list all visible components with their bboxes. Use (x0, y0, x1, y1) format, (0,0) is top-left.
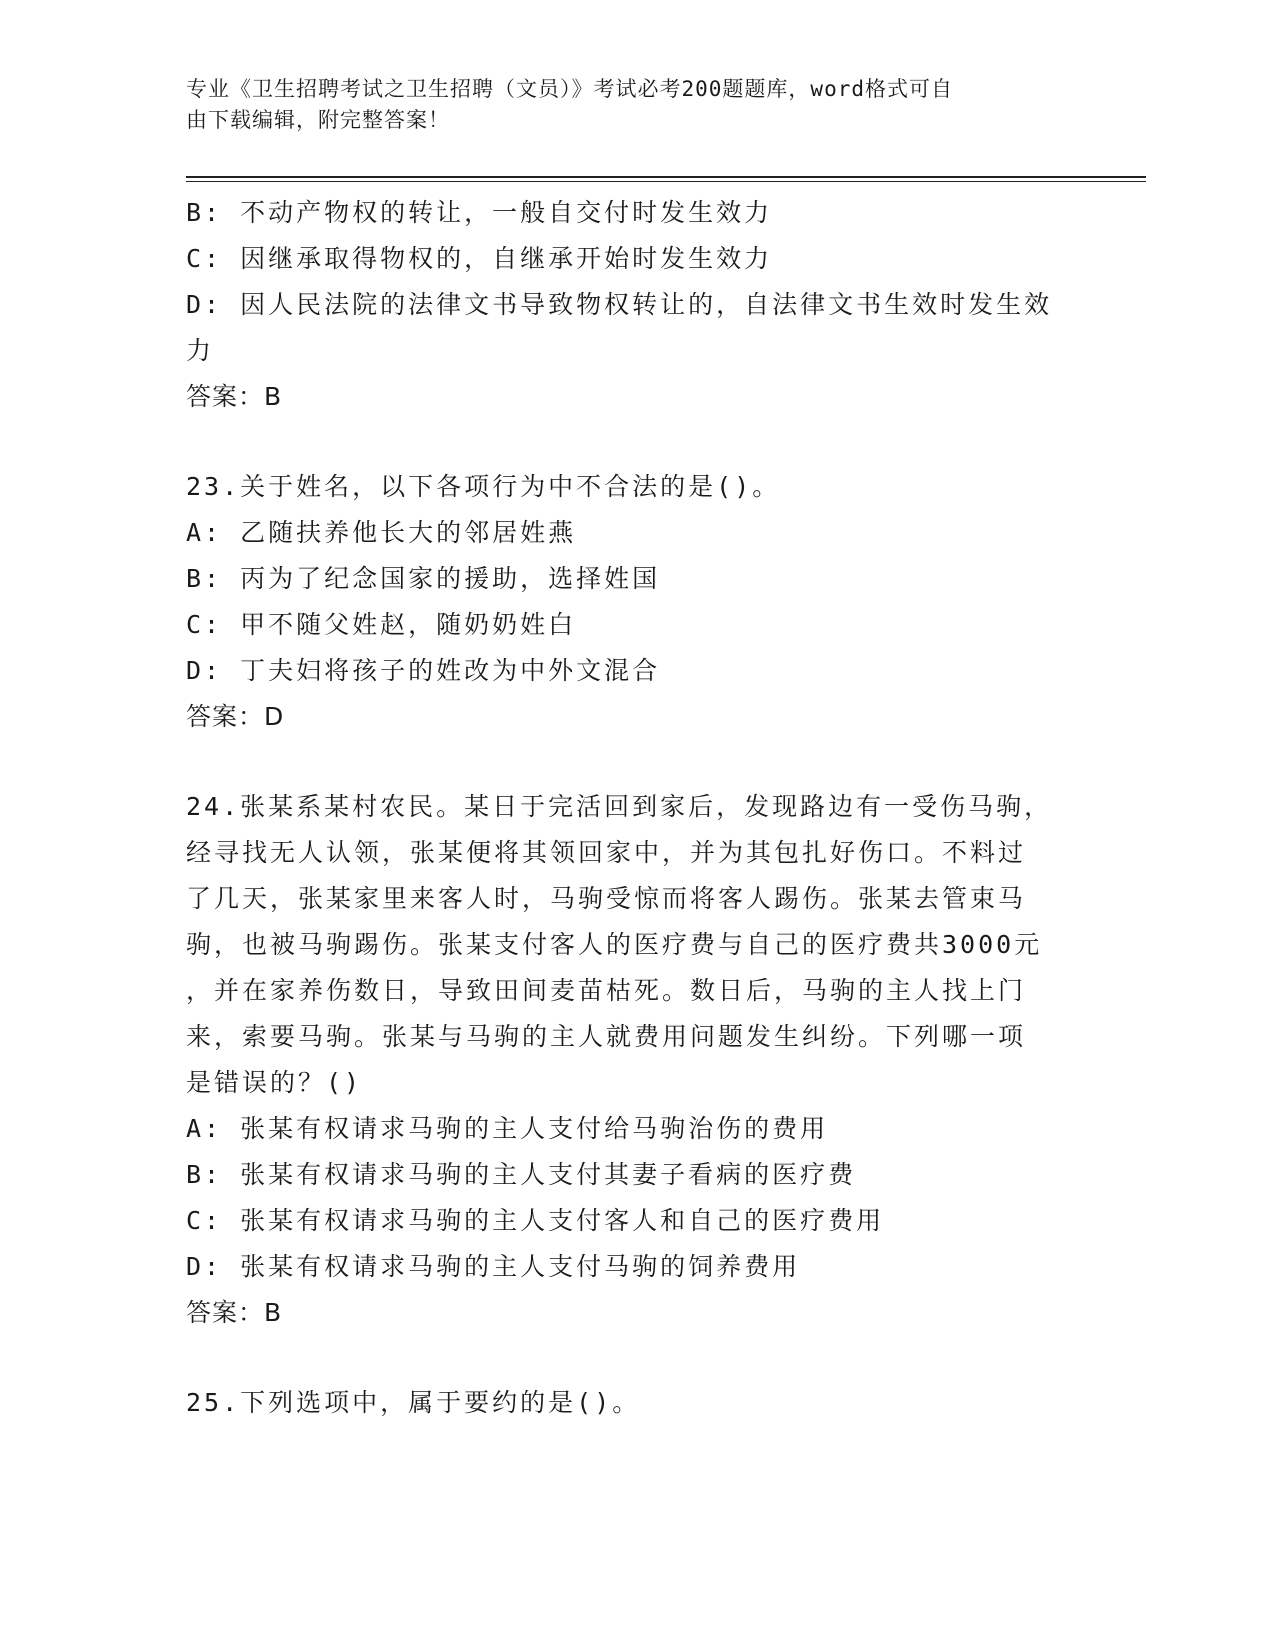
option-b: B: 丙为了纪念国家的援助，选择姓国 (186, 564, 661, 593)
option-d-continued: 力 (186, 336, 215, 365)
question-text: 23.关于姓名，以下各项行为中不合法的是()。 (186, 472, 781, 501)
question-text-line: 经寻找无人认领，张某便将其领回家中，并为其包扎好伤口。不料过 (186, 838, 1027, 867)
question-text-line: 来，索要马驹。张某与马驹的主人就费用问题发生纠纷。下列哪一项 (186, 1022, 1027, 1051)
document-header (186, 74, 1066, 136)
option-c: C: 张某有权请求马驹的主人支付客人和自己的医疗费用 (186, 1206, 885, 1235)
question-text-line: 24.张某系某村农民。某日于完活回到家后，发现路边有一受伤马驹， (186, 792, 1053, 821)
question-content (186, 190, 1086, 1426)
question-text-line: ，并在家养伤数日，导致田间麦苗枯死。数日后，马驹的主人找上门 (186, 976, 1027, 1005)
option-d: D: 因人民法院的法律文书导致物权转让的，自法律文书生效时发生效 (186, 290, 1053, 319)
answer: 答案：D (186, 702, 285, 731)
question-text-line: 了几天，张某家里来客人时，马驹受惊而将客人踢伤。张某去管束马 (186, 884, 1027, 913)
header-divider-thick (186, 176, 1146, 178)
spacer (186, 1336, 1086, 1380)
answer: 答案：B (186, 382, 283, 411)
option-c: C: 甲不随父姓赵，随奶奶姓白 (186, 610, 577, 639)
header-line-1: 专业《卫生招聘考试之卫生招聘（文员）》考试必考200题题库，word格式可自 (186, 77, 953, 101)
question-23 (186, 464, 1086, 740)
header-line-2: 由下载编辑，附完整答案！ (186, 108, 450, 132)
option-b: B: 不动产物权的转让，一般自交付时发生效力 (186, 198, 773, 227)
question-24 (186, 784, 1086, 1336)
question-text-line: 是错误的？() (186, 1068, 363, 1097)
answer: 答案：B (186, 1298, 283, 1327)
option-d: D: 丁夫妇将孩子的姓改为中外文混合 (186, 656, 661, 685)
question-text-line: 驹，也被马驹踢伤。张某支付客人的医疗费与自己的医疗费共3000元 (186, 930, 1043, 959)
option-a: A: 乙随扶养他长大的邻居姓燕 (186, 518, 577, 547)
question-25 (186, 1380, 1086, 1426)
spacer (186, 740, 1086, 784)
spacer (186, 420, 1086, 464)
option-a: A: 张某有权请求马驹的主人支付给马驹治伤的费用 (186, 1114, 829, 1143)
option-c: C: 因继承取得物权的，自继承开始时发生效力 (186, 244, 773, 273)
question-22 (186, 190, 1086, 420)
header-divider-thin (186, 181, 1146, 182)
option-b: B: 张某有权请求马驹的主人支付其妻子看病的医疗费 (186, 1160, 857, 1189)
question-text: 25.下列选项中，属于要约的是()。 (186, 1388, 641, 1417)
option-d: D: 张某有权请求马驹的主人支付马驹的饲养费用 (186, 1252, 801, 1281)
